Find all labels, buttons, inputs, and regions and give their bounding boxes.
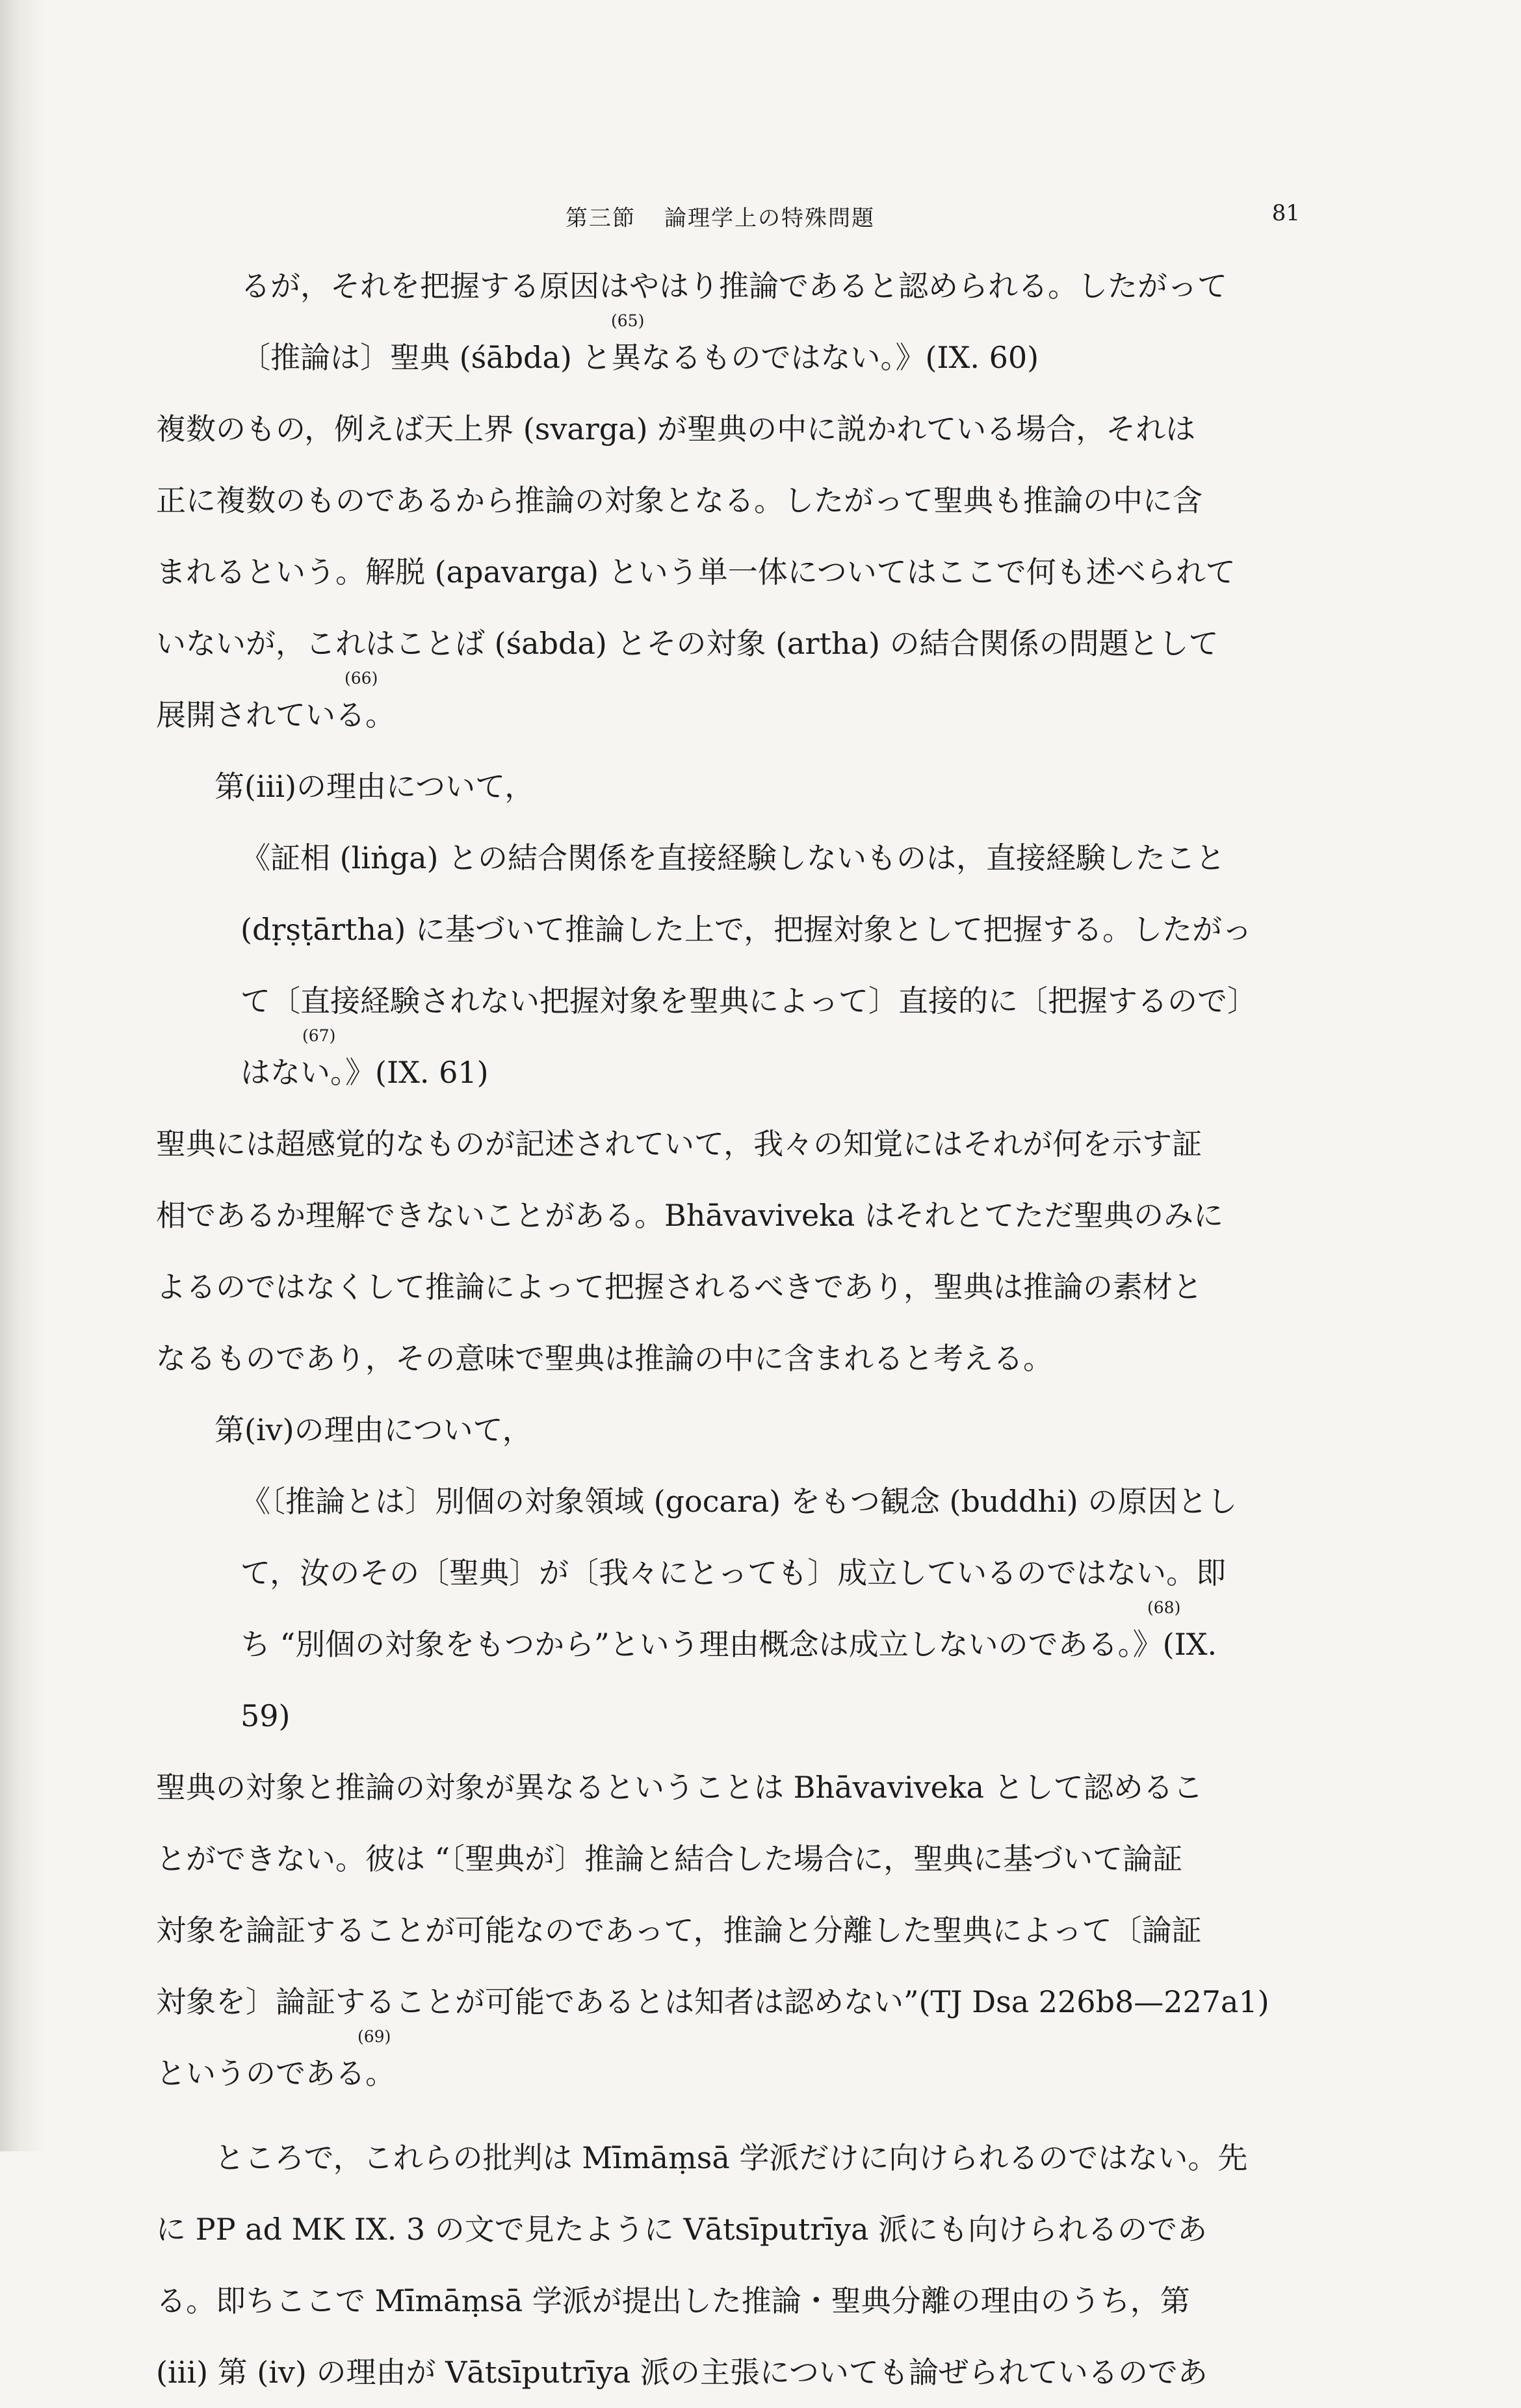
text-line [156, 311, 1303, 393]
text-line [156, 1394, 1303, 1466]
text-line [156, 2122, 1303, 2194]
text-line [156, 1598, 1303, 1680]
text-line-content: て，汝のその〔聖典〕が〔我々にとっても〕成立しているのではない。即 [240, 1555, 1227, 1590]
text-line-content: 〔推論は〕聖典 (śābda) と異なるものではない。》(IX. 60) [240, 340, 1039, 375]
running-header [566, 200, 1300, 239]
scan-edge-shadow [0, 0, 46, 2151]
footnote-marker: (68) [1147, 1598, 1181, 1617]
text-line [156, 1180, 1303, 1251]
text-line [156, 1895, 1303, 1966]
paragraph-gap [156, 2109, 1303, 2122]
text-line-content: ち “別個の対象をもつから”という理由概念は成立しないのである。》(IX. [240, 1627, 1217, 1662]
text-line [156, 894, 1303, 965]
text-line-content: 第(iii)の理由について， [214, 769, 535, 804]
text-line-content: 対象を論証することが可能なのであって，推論と分離した聖典によって〔論証 [156, 1913, 1202, 1948]
text-line-content: 聖典には超感覚的なものが記述されていて，我々の知覚にはそれが何を示す証 [156, 1126, 1202, 1161]
text-line-content: (dṛṣṭārtha) に基づいて推論した上で，把握対象として把握する。したがっ [240, 912, 1253, 947]
text-line [156, 2337, 1303, 2408]
text-line-content: ところで，これらの批判は Mīmāṃsā 学派だけに向けられるのではない。先 [214, 2140, 1248, 2175]
text-line-content: 展開されている。 [156, 697, 395, 732]
text-line [156, 669, 1303, 751]
text-line-content: る。即ちここで Mīmāṃsā 学派が提出した推論・聖典分離の理由のうち，第 [156, 2283, 1190, 2318]
text-line [156, 1026, 1303, 1108]
text-line-content: なるものであり，その意味で聖典は推論の中に含まれると考える。 [156, 1341, 1053, 1376]
text-line [156, 250, 1303, 322]
text-line-content: るが，それを把握する原因はやはり推論であると認められる。したがって [240, 268, 1227, 304]
text-line [156, 1537, 1303, 1609]
text-line-content: 第(iv)の理由について， [214, 1412, 532, 1447]
text-line [156, 465, 1303, 536]
text-line-content: というのである。 [156, 2056, 395, 2091]
text-line [156, 1823, 1303, 1895]
text-line-content: 59) [240, 1698, 291, 1733]
text-line-content: とができない。彼は “〔聖典が〕推論と結合した場合に，聖典に基づいて論証 [156, 1841, 1183, 1876]
text-line-content: よるのではなくして推論によって把握されるべきであり，聖典は推論の素材と [156, 1269, 1202, 1304]
page-number: 81 [1271, 200, 1300, 226]
text-line [156, 1752, 1303, 1823]
text-line-content: 対象を〕論証することが可能であるとは知者は認めない”(TJ Dsa 226b8—227a1) [156, 1984, 1269, 2019]
text-line [156, 2027, 1303, 2109]
text-line [156, 393, 1303, 465]
footnote-marker: (69) [358, 2027, 391, 2046]
text-line [156, 2194, 1303, 2265]
body-text [156, 250, 1303, 2408]
text-line-content: 聖典の対象と推論の対象が異なるということは Bhāvaviveka として認めるこ [156, 1770, 1203, 1805]
text-line-content: 正に複数のものであるから推論の対象となる。したがって聖典も推論の中に含 [156, 483, 1202, 518]
text-line-content: はない。》(IX. 61) [240, 1055, 489, 1090]
text-line-content: 《〔推論とは〕別個の対象領域 (gocara) をもつ観念 (buddhi) の原因とし [240, 1484, 1238, 1519]
text-line [156, 1323, 1303, 1394]
running-header-title: 第三節 論理学上の特殊問題 [566, 205, 875, 231]
text-line-content: に PP ad MK IX. 3 の文で見たように Vātsīputrīya 派にも向けられるのであ [156, 2212, 1208, 2247]
text-line [156, 751, 1303, 822]
text-line [156, 1466, 1303, 1537]
text-line-content: 《証相 (liṅga) との結合関係を直接経験しないものは，直接経験したこと [240, 840, 1226, 875]
footnote-marker: (66) [344, 669, 378, 688]
text-line-content: て〔直接経験されない把握対象を聖典によって〕直接的に〔把握するので〕 [240, 983, 1257, 1018]
text-line [156, 608, 1303, 679]
text-line-content: (iii) 第 (iv) の理由が Vātsīputrīya 派の主張についても論ぜられているのであ [156, 2355, 1208, 2390]
text-line [156, 536, 1303, 608]
text-line [156, 822, 1303, 894]
text-line [156, 2265, 1303, 2337]
text-line [156, 1108, 1303, 1180]
footnote-marker: (65) [611, 311, 645, 330]
text-line-content: いないが，これはことば (śabda) とその対象 (artha) の結合関係の問題として [156, 626, 1219, 661]
text-line-content: まれるという。解脱 (apavarga) という単一体についてはここで何も述べられて [156, 554, 1236, 589]
text-line-content: 複数のもの，例えば天上界 (svarga) が聖典の中に説かれている場合，それは [156, 411, 1196, 447]
text-line [156, 1680, 1303, 1752]
footnote-marker: (67) [302, 1026, 336, 1045]
text-line-content: 相であるか理解できないことがある。Bhāvaviveka はそれとてただ聖典のみに [156, 1198, 1224, 1233]
text-line [156, 1251, 1303, 1323]
text-line [156, 1966, 1303, 2038]
